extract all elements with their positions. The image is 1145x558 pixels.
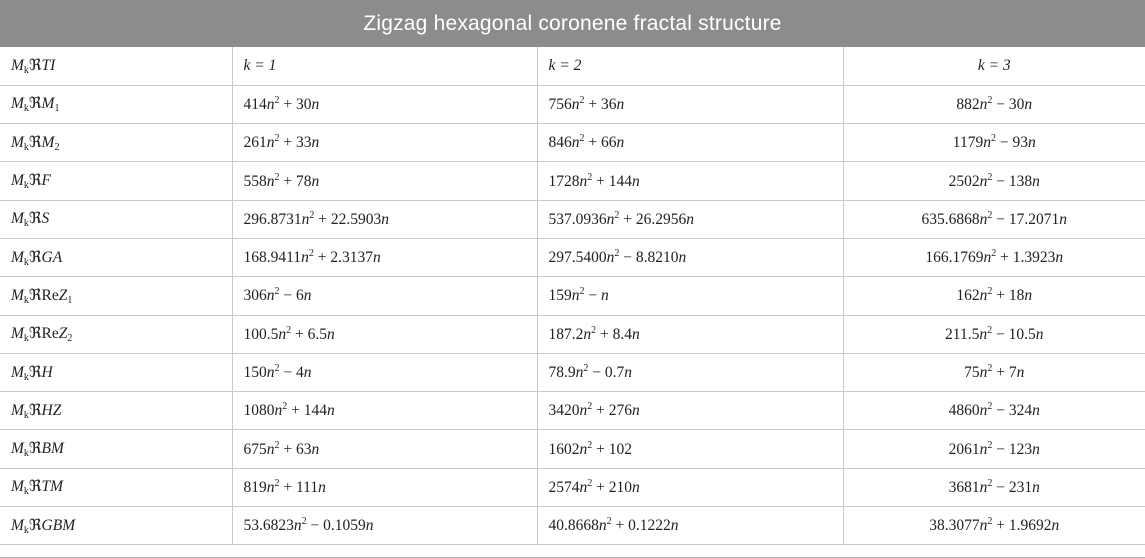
var-n: n <box>979 172 988 190</box>
operator: + <box>584 134 601 152</box>
var-n: n <box>301 249 309 267</box>
table-row <box>0 468 1145 506</box>
index-name: M <box>41 133 55 151</box>
value-cell-k2 <box>537 162 843 200</box>
var-n: n <box>979 325 988 343</box>
index-name-cell: $M_kℜGA$ <box>0 238 232 276</box>
value-cell-k2 <box>537 392 843 430</box>
var-n: n <box>678 249 687 267</box>
var-n: n <box>1032 440 1040 458</box>
exponent: 2 <box>587 439 593 451</box>
var-n: n <box>365 517 374 535</box>
var-n: n <box>579 402 588 420</box>
index-name-cell: $M_kℜHZ$ <box>0 392 232 430</box>
operator: + <box>279 134 296 152</box>
coef-b: 2.3137 <box>330 249 373 267</box>
operator: + <box>992 287 1009 305</box>
index-name: HZ <box>41 401 62 419</box>
var-n: n <box>575 364 584 382</box>
var-n: n <box>979 95 988 113</box>
operator: − <box>992 325 1009 343</box>
value-cell-k2 <box>537 507 843 545</box>
coef-b: 6.5 <box>307 325 327 343</box>
value-cell-k1 <box>232 468 537 506</box>
coef-a: 4860 <box>948 402 980 420</box>
coef-a: 297.5400 <box>548 249 607 267</box>
table-row <box>0 392 1145 430</box>
var-n: n <box>979 287 988 305</box>
var-n: n <box>670 517 679 535</box>
coef-b: 0.1222 <box>628 517 671 535</box>
exponent: 2 <box>606 516 612 528</box>
index-subscript: 2 <box>67 333 73 345</box>
coef-b: 111 <box>296 478 319 496</box>
coef-a: 150 <box>243 364 267 382</box>
var-n: n <box>311 172 320 190</box>
var-n: n <box>1032 172 1040 190</box>
index-name-cell: $M_kℜM_1$ <box>0 85 232 123</box>
coef-a: 414 <box>243 95 267 113</box>
header-index-cell: $M_kℜTI$ <box>0 47 232 85</box>
index-name: M <box>41 95 55 113</box>
exponent: 2 <box>614 209 620 221</box>
exponent: 2 <box>987 477 993 489</box>
operator: + <box>313 249 331 267</box>
index-subscript: 1 <box>54 103 60 115</box>
value-cell-k1 <box>232 430 537 468</box>
var-n: n <box>266 440 275 458</box>
var-n: n <box>327 402 335 420</box>
var-n: n <box>583 325 592 343</box>
exponent: 2 <box>274 133 280 145</box>
var-n: n <box>579 478 588 496</box>
header-row <box>0 47 1145 85</box>
coef-b: 30 <box>1008 95 1025 113</box>
index-name: H <box>41 363 53 381</box>
value-cell-k3 <box>843 85 1145 123</box>
value-cell-k3 <box>843 507 1145 545</box>
operator: − <box>995 134 1013 152</box>
index-name: ReZ <box>41 325 68 343</box>
var-n: n <box>1055 249 1064 267</box>
var-n: n <box>266 95 275 113</box>
exponent: 2 <box>987 439 993 451</box>
value-cell-k3 <box>843 162 1145 200</box>
exponent: 2 <box>286 324 292 336</box>
var-n: n <box>601 287 609 305</box>
operator: + <box>592 478 609 496</box>
index-name-cell: $M_kℜM_2$ <box>0 124 232 162</box>
value-cell-k1 <box>232 277 537 315</box>
var-n: n <box>983 249 992 267</box>
coef-b: 7 <box>1008 364 1017 382</box>
var-n: n <box>266 172 275 190</box>
coef-b: 22.5903 <box>330 210 382 228</box>
exponent: 2 <box>987 209 993 221</box>
var-n: n <box>372 249 381 267</box>
value-cell-k3 <box>843 468 1145 506</box>
coef-a: 675 <box>243 440 267 458</box>
coef-b: 210 <box>608 478 632 496</box>
var-n: n <box>274 402 283 420</box>
coef-a: 162 <box>956 287 980 305</box>
coef-a: 78.9 <box>548 364 576 382</box>
coef-a: 40.8668 <box>548 517 599 535</box>
exponent: 2 <box>583 363 589 375</box>
value-cell-k3 <box>843 124 1145 162</box>
exponent: 2 <box>274 363 280 375</box>
operator: − <box>992 402 1009 420</box>
coef-b: 324 <box>1008 402 1033 420</box>
coef-a: 846 <box>548 134 572 152</box>
operator: + <box>592 402 609 420</box>
operator: + <box>592 172 609 190</box>
var-n: n <box>301 210 310 228</box>
operator: − <box>584 287 601 305</box>
value-cell-k1 <box>232 238 537 276</box>
index-name: ReZ <box>41 286 68 304</box>
value-cell-k1 <box>232 124 537 162</box>
coef-b: 1.9692 <box>1008 517 1052 535</box>
operator: + <box>584 95 601 113</box>
coef-a: 3420 <box>548 402 580 420</box>
header-k1: k = 1 <box>232 47 537 85</box>
value-cell-k3 <box>843 277 1145 315</box>
var-n: n <box>979 364 988 382</box>
var-n: n <box>293 517 302 535</box>
coef-a: 882 <box>956 95 980 113</box>
var-n: n <box>632 402 640 420</box>
var-n: n <box>983 134 991 152</box>
coef-a: 261 <box>243 134 267 152</box>
coef-a: 166.1769 <box>925 249 984 267</box>
var-n: n <box>303 364 312 382</box>
operator: − <box>992 210 1009 228</box>
coef-a: 1728 <box>548 172 580 190</box>
exponent: 2 <box>990 133 996 145</box>
value-cell-k1 <box>232 392 537 430</box>
var-n: n <box>571 95 580 113</box>
coef-a: 1602 <box>548 440 580 458</box>
operator: + <box>291 325 308 343</box>
var-n: n <box>1016 364 1025 382</box>
var-n: n <box>686 210 694 228</box>
exponent: 2 <box>274 477 280 489</box>
coef-a: 159 <box>548 287 572 305</box>
index-name: BM <box>41 440 64 458</box>
var-n: n <box>1059 210 1067 228</box>
var-n: n <box>979 478 988 496</box>
table-row <box>0 430 1145 468</box>
exponent: 2 <box>587 171 593 183</box>
var-n: n <box>979 402 988 420</box>
coef-b: 18 <box>1008 287 1025 305</box>
var-n: n <box>979 517 988 535</box>
coef-a: 75 <box>964 364 980 382</box>
table-row <box>0 238 1145 276</box>
index-name-cell: $M_kℜF$ <box>0 162 232 200</box>
var-n: n <box>1024 95 1033 113</box>
coef-a: 819 <box>243 478 267 496</box>
index-subscript: 2 <box>54 141 60 153</box>
coef-b: 138 <box>1008 172 1033 190</box>
exponent: 2 <box>987 171 993 183</box>
var-n: n <box>311 440 320 458</box>
operator: + <box>996 249 1013 267</box>
index-name: TM <box>41 478 64 496</box>
table-row <box>0 507 1145 545</box>
coef-a: 306 <box>243 287 267 305</box>
coef-b: 66 <box>601 134 617 152</box>
header-k2: k = 2 <box>537 47 843 85</box>
indices-table <box>0 47 1145 545</box>
index-name-cell: $M_kℜBM$ <box>0 430 232 468</box>
coef-b: 36 <box>601 95 617 113</box>
var-n: n <box>266 478 275 496</box>
operator: + <box>592 440 609 458</box>
var-n: n <box>616 134 625 152</box>
coef-b: 6 <box>296 287 304 305</box>
index-name: GBM <box>41 516 76 534</box>
exponent: 2 <box>987 401 993 413</box>
value-cell-k2 <box>537 85 843 123</box>
index-name-cell: $M_kℜReZ_1$ <box>0 277 232 315</box>
coef-a: 1179 <box>952 134 984 152</box>
index-name: GA <box>41 248 63 266</box>
value-cell-k2 <box>537 468 843 506</box>
var-n: n <box>1035 325 1044 343</box>
table-row <box>0 315 1145 353</box>
coef-b: 276 <box>608 402 632 420</box>
var-n: n <box>579 172 588 190</box>
coef-a: 3681 <box>948 478 980 496</box>
var-n: n <box>1051 517 1060 535</box>
coef-b: 0.7 <box>604 364 625 382</box>
exponent: 2 <box>274 286 280 298</box>
operator: + <box>596 325 613 343</box>
index-name-cell: $M_kℜGBM$ <box>0 507 232 545</box>
value-cell-k2 <box>537 353 843 391</box>
index-name: S <box>41 210 50 228</box>
coef-b: 0.1059 <box>323 517 366 535</box>
index-name-cell: $M_kℜTM$ <box>0 468 232 506</box>
coef-b: 26.2956 <box>635 210 687 228</box>
exponent: 2 <box>987 286 993 298</box>
header-k3: k = 3 <box>843 47 1145 85</box>
operator: − <box>588 364 605 382</box>
value-cell-k3 <box>843 430 1145 468</box>
coef-b: 33 <box>296 134 312 152</box>
value-cell-k3 <box>843 353 1145 391</box>
var-n: n <box>266 364 275 382</box>
table-row <box>0 353 1145 391</box>
coef-a: 756 <box>548 95 572 113</box>
index-name-cell: $M_kℜS$ <box>0 200 232 238</box>
var-n: n <box>598 517 607 535</box>
operator: − <box>619 249 636 267</box>
exponent: 2 <box>587 477 593 489</box>
value-cell-k1 <box>232 353 537 391</box>
value-cell-k2 <box>537 124 843 162</box>
coef-b: 10.5 <box>1008 325 1036 343</box>
value-cell-k1 <box>232 162 537 200</box>
coef-b: 1.3923 <box>1012 249 1056 267</box>
coef-a: 53.6823 <box>243 517 294 535</box>
operator: − <box>992 478 1009 496</box>
exponent: 2 <box>987 324 993 336</box>
value-cell-k1 <box>232 200 537 238</box>
coef-b: 144 <box>303 402 327 420</box>
table-row <box>0 200 1145 238</box>
operator: − <box>992 95 1009 113</box>
operator: + <box>279 95 296 113</box>
table-title: Zigzag hexagonal coronene fractal structure <box>0 0 1145 47</box>
operator: − <box>279 287 296 305</box>
exponent: 2 <box>579 94 585 106</box>
value-cell-k2 <box>537 277 843 315</box>
exponent: 2 <box>579 133 585 145</box>
coef-b: 102 <box>608 440 632 458</box>
exponent: 2 <box>301 516 307 528</box>
exponent: 2 <box>274 439 280 451</box>
table-row <box>0 124 1145 162</box>
var-n: n <box>632 172 640 190</box>
table-body <box>0 47 1145 545</box>
exponent: 2 <box>274 171 280 183</box>
coef-a: 296.8731 <box>243 210 302 228</box>
value-cell-k2 <box>537 315 843 353</box>
var-n: n <box>979 440 988 458</box>
exponent: 2 <box>282 401 288 413</box>
coef-a: 187.2 <box>548 325 584 343</box>
operator: + <box>279 478 296 496</box>
value-cell-k1 <box>232 85 537 123</box>
coef-a: 2061 <box>948 440 980 458</box>
index-subscript: 1 <box>67 294 73 306</box>
table-row <box>0 277 1145 315</box>
operator: − <box>306 517 324 535</box>
var-n: n <box>311 95 320 113</box>
operator: + <box>279 440 296 458</box>
var-n: n <box>303 287 312 305</box>
exponent: 2 <box>587 401 593 413</box>
exponent: 2 <box>987 516 993 528</box>
exponent: 2 <box>579 286 585 298</box>
coef-a: 558 <box>243 172 267 190</box>
exponent: 2 <box>274 94 280 106</box>
value-cell-k2 <box>537 238 843 276</box>
var-n: n <box>616 95 625 113</box>
var-n: n <box>278 325 287 343</box>
exponent: 2 <box>309 209 315 221</box>
operator: − <box>992 172 1009 190</box>
coef-a: 2574 <box>548 478 580 496</box>
value-cell-k3 <box>843 392 1145 430</box>
var-n: n <box>318 478 326 496</box>
coef-b: 123 <box>1008 440 1033 458</box>
var-n: n <box>1032 402 1040 420</box>
coef-a: 537.0936 <box>548 210 607 228</box>
operator: + <box>279 172 296 190</box>
coef-b: 17.2071 <box>1008 210 1060 228</box>
var-n: n <box>632 325 640 343</box>
coef-b: 78 <box>296 172 312 190</box>
var-n: n <box>311 134 320 152</box>
coef-a: 635.6868 <box>921 210 980 228</box>
value-cell-k1 <box>232 507 537 545</box>
var-n: n <box>381 210 389 228</box>
var-n: n <box>579 440 588 458</box>
coef-a: 168.9411 <box>243 249 302 267</box>
operator: + <box>287 402 304 420</box>
coef-b: 4 <box>296 364 304 382</box>
value-cell-k2 <box>537 200 843 238</box>
value-cell-k3 <box>843 238 1145 276</box>
index-name-cell: $M_kℜReZ_2$ <box>0 315 232 353</box>
coef-b: 30 <box>296 95 312 113</box>
coef-b: 63 <box>296 440 312 458</box>
var-n: n <box>327 325 335 343</box>
coef-b: 231 <box>1008 478 1033 496</box>
coef-a: 1080 <box>243 402 275 420</box>
var-n: n <box>624 364 632 382</box>
coef-a: 211.5 <box>945 325 980 343</box>
exponent: 2 <box>591 324 597 336</box>
var-n: n <box>1027 134 1036 152</box>
operator: − <box>279 364 296 382</box>
operator: + <box>314 210 331 228</box>
var-n: n <box>571 134 580 152</box>
operator: + <box>611 517 629 535</box>
value-cell-k2 <box>537 430 843 468</box>
exponent: 2 <box>987 94 993 106</box>
var-n: n <box>979 210 988 228</box>
exponent: 2 <box>308 248 314 260</box>
coef-a: 38.3077 <box>929 517 980 535</box>
coef-b: 144 <box>608 172 632 190</box>
index-name-cell: $M_kℜH$ <box>0 353 232 391</box>
var-n: n <box>606 249 615 267</box>
var-n: n <box>632 478 640 496</box>
var-n: n <box>571 287 580 305</box>
exponent: 2 <box>991 248 997 260</box>
operator: − <box>992 440 1009 458</box>
coef-b: 8.4 <box>612 325 632 343</box>
value-cell-k1 <box>232 315 537 353</box>
value-cell-k3 <box>843 200 1145 238</box>
table-row <box>0 162 1145 200</box>
coef-a: 2502 <box>948 172 980 190</box>
var-n: n <box>1032 478 1040 496</box>
coef-a: 100.5 <box>243 325 279 343</box>
table-row <box>0 85 1145 123</box>
exponent: 2 <box>614 248 620 260</box>
var-n: n <box>1024 287 1033 305</box>
header-index-label: TI <box>41 56 56 74</box>
coef-b: 8.8210 <box>635 249 679 267</box>
value-cell-k3 <box>843 315 1145 353</box>
var-n: n <box>606 210 615 228</box>
var-n: n <box>266 287 275 305</box>
coef-b: 93 <box>1012 134 1028 152</box>
var-n: n <box>266 134 275 152</box>
exponent: 2 <box>987 363 993 375</box>
operator: + <box>619 210 636 228</box>
index-name: F <box>41 172 52 190</box>
operator: + <box>992 364 1009 382</box>
operator: + <box>992 517 1009 535</box>
